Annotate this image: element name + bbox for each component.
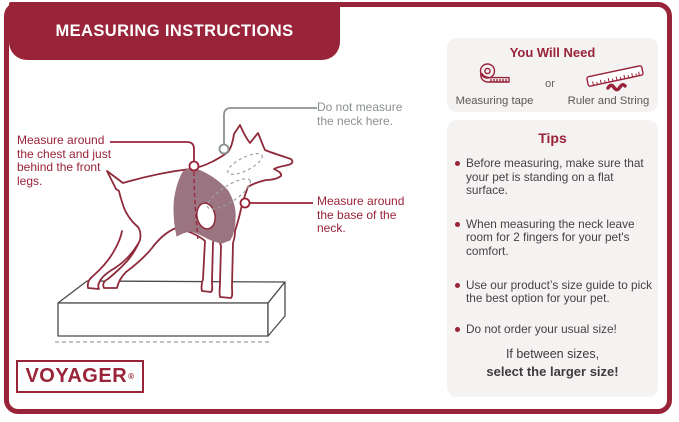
chest-connector <box>110 142 199 171</box>
bullet-dot <box>455 161 460 166</box>
tip-item: Use our product’s size guide to pick the best option for your pet. <box>453 279 652 306</box>
tip-item: When measuring the neck leave room for 2 fingers for your pet's comfort. <box>453 218 652 259</box>
bullet-dot <box>455 222 460 227</box>
tip-item: Do not order your usual size! <box>453 323 652 337</box>
tips-footer-line2: select the larger size! <box>486 364 619 380</box>
bullet-dot <box>455 283 460 288</box>
annotation-neck-top: Do not measure the neck here. <box>317 100 403 128</box>
tip-item: Before measuring, make sure that your pet is standing on a flat surface. <box>453 157 652 198</box>
tips-title: Tips <box>538 130 567 146</box>
neck-base-connector <box>241 199 314 208</box>
tips-card <box>447 120 658 397</box>
or-separator: or <box>545 78 555 90</box>
ruler-and-string-icon <box>577 60 655 96</box>
measuring-tape-label: Measuring tape <box>455 95 534 107</box>
measuring-tape-icon <box>475 62 513 92</box>
voyager-logo: VOYAGER ® <box>16 360 144 393</box>
tips-footer <box>453 346 652 381</box>
annotation-chest: Measure around the chest and just behind the front legs. <box>17 133 112 188</box>
annotation-neck-base: Measure around the base of the neck. <box>317 194 405 236</box>
ruler-string-label: Ruler and String <box>567 95 650 107</box>
page-title: MEASURING INSTRUCTIONS <box>55 21 294 40</box>
tips-list <box>453 157 652 381</box>
tips-footer-line1: If between sizes, <box>505 347 600 362</box>
you-will-need-card <box>447 38 658 112</box>
bullet-dot <box>455 327 460 332</box>
voyager-logo-text: VOYAGER <box>25 365 128 387</box>
you-will-need-title: You Will Need <box>509 45 596 60</box>
